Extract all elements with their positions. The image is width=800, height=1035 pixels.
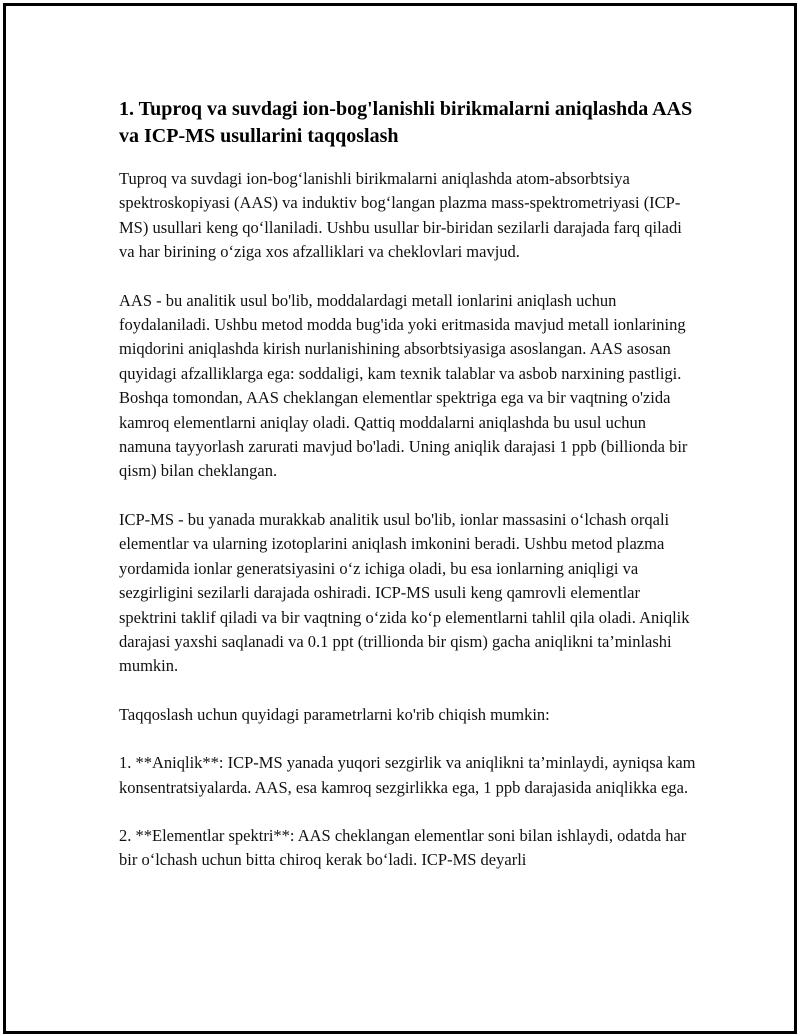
paragraph-comparison-intro: Taqqoslash uchun quyidagi parametrlarni ko'rib chiqish mumkin: xyxy=(119,704,550,724)
paragraph-aas: AAS - bu analitik usul bo'lib, moddalardagi metall ionlarini aniqlash uchun foydalaniladi. Ushbu metod modda bug'ida yoki eritmasida mavjud metall ionlarining miqdorini aniqlashda kirish nurlanishining absorbtsiyasiga asoslangan. AAS asosan quyidagi afzalliklarga ega: soddaligi, kam texnik talablar va asbob narxining pastligi. Boshqa tomondan, AAS cheklangan elementlar spektriga ega va bir vaqtning o'zida kamroq elementlarni aniqlay oladi. Qattiq moddalarni aniqlashda bu usul uchun namuna tayyorlash zarurati mavjud bo'ladi. Uning aniqlik darajasi 1 ppb (billionda bir qism) bilan cheklangan. xyxy=(119,290,688,481)
paragraph-intro: Tuproq va suvdagi ion-bog‘lanishli birikmalarni aniqlashda atom-absorbtsiya spektroskopiyasi (AAS) va induktiv bog‘langan plazma mass-spektrometriyasi (ICP-MS) usullari keng qo‘llaniladi. Ushbu usullar bir-biridan sezilarli darajada farq qiladi va har birining o‘ziga xos afzalliklari va cheklovlari mavjud. xyxy=(119,169,682,262)
paragraph-element-spectrum: 2. **Elementlar spektri**: AAS cheklangan elementlar soni bilan ishlaydi, odatda har bir o‘lchash uchun bitta chiroq kerak bo‘ladi. ICP-MS deyarli xyxy=(119,825,687,870)
section-heading: 1. Tuproq va suvdagi ion-bog'lanishli birikmalarni aniqlashda AAS va ICP-MS usullarini taqqoslash xyxy=(119,98,693,147)
document-page xyxy=(3,3,797,1034)
paragraph-icp-ms: ICP-MS - bu yanada murakkab analitik usul bo'lib, ionlar massasini o‘lchash orqali elementlar va ularning izotoplarini aniqlash imkonini beradi. Ushbu metod plazma yordamida ionlar generatsiyasini o‘z ichiga oladi, bu esa ionlarning aniqligi va sezgirligini sezilarli darajada oshiradi. ICP-MS usuli keng qamrovli elementlar spektrini taklif qiladi va bir vaqtning o‘zida ko‘p elementlarni tahlil qila oladi. Aniqlik darajasi yaxshi saqlanadi va 0.1 ppt (trillionda bir qism) gacha aniqlikni ta’minlashi mumkin. xyxy=(119,509,690,676)
document-body xyxy=(119,96,699,897)
paragraph-accuracy: 1. **Aniqlik**: ICP-MS yanada yuqori sezgirlik va aniqlikni ta’minlaydi, ayniqsa kam konsentratsiyalarda. AAS, esa kamroq sezgirlikka ega, 1 ppb darajasida aniqlikka ega. xyxy=(119,753,696,797)
